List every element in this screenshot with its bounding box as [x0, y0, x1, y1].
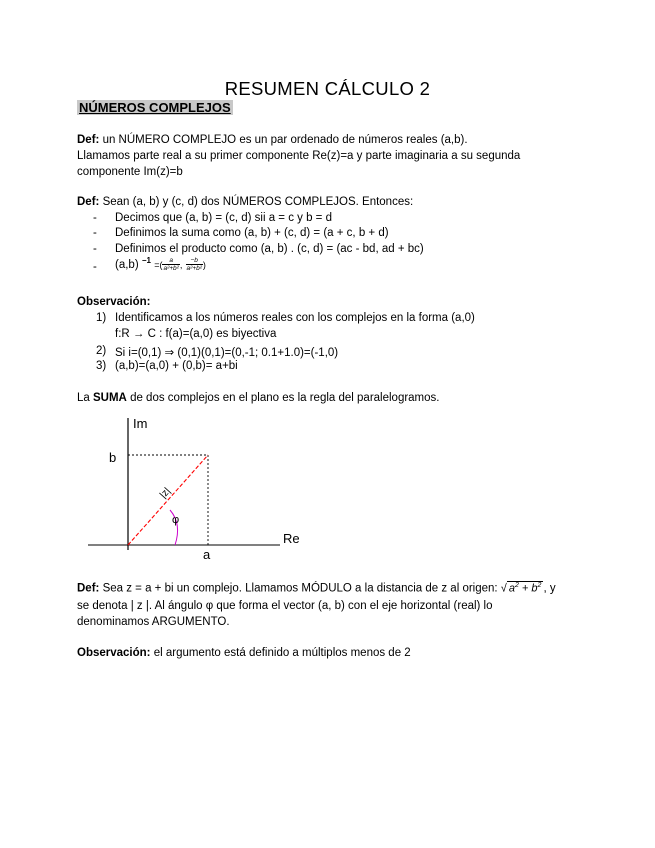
sqrt-b-exp: 2 [537, 582, 542, 589]
inverse-fraction-1 [162, 257, 179, 272]
obs2-line [77, 647, 411, 659]
page-title: RESUMEN CÁLCULO 2 [224, 78, 431, 99]
def2-bullet-1: - [93, 212, 97, 224]
b-label: b [109, 450, 117, 465]
sqrt-radicand [507, 581, 544, 595]
obs1-label: Observación: [77, 296, 151, 308]
suma-post: de dos complejos en el plano es la regla del paralelogramos. [126, 392, 440, 404]
inverse-num-1: a [162, 257, 179, 265]
def3-line1 [77, 581, 556, 595]
z-vector [128, 455, 208, 545]
obs2-label: Observación: [77, 647, 151, 659]
obs2-text: el argumento está definido a múltiplos menos de 2 [150, 647, 411, 659]
def3-text1: Sea z = a + bi un complejo. Llamamos MÓDULO a la distancia de z al origen: [99, 582, 501, 595]
sqrt-a: a [508, 582, 515, 595]
sqrt-a-exp: 2 [514, 582, 519, 589]
inverse-exponent: −1 [141, 256, 151, 265]
inverse-comma: , [179, 259, 183, 270]
def2-item-3: Definimos el producto como (a, b) . (c, d) = (ac - bd, ad + bc) [115, 243, 424, 255]
def1-line1 [77, 134, 468, 146]
obs1-item-1b: f:R → C : f(a)=(a,0) es biyectiva [115, 328, 277, 340]
def1-line3: componente Im(z)=b [77, 166, 183, 178]
def3-line2: se denota | z |. Al ángulo φ que forma el vector (a, b) con el eje horizontal (real) lo [77, 600, 493, 612]
inverse-num-2: −b [186, 257, 203, 265]
obs1-item-2: Si i=(0,1) ⇒ (0,1)(0,1)=(0,-1; 0.1+1.0)=(-1,0) [115, 347, 339, 359]
section-title: NÚMEROS COMPLEJOS [79, 100, 231, 115]
suma-bold: SUMA [93, 392, 127, 404]
def3-line3: denominamos ARGUMENTO. [77, 616, 230, 628]
def2-inverse-formula [115, 256, 206, 272]
modulus-label: |z| [157, 485, 173, 501]
obs1-item-3: (a,b)=(a,0) + (0,b)= a+bi [115, 360, 238, 372]
def2-item-1: Decimos que (a, b) = (c, d) sii a = c y b = d [115, 212, 332, 224]
inverse-den-1: a²+b² [163, 265, 179, 273]
inverse-close: ) [202, 259, 206, 270]
def2-item-2: Definimos la suma como (a, b) + (c, d) = (a + c, b + d) [115, 227, 389, 239]
a-label: a [203, 547, 211, 562]
im-axis-label: Im [133, 416, 148, 431]
def2-bullet-4: - [93, 261, 97, 273]
def2-intro-line [77, 196, 413, 208]
def2-intro: Sean (a, b) y (c, d) dos NÚMEROS COMPLEJOS. Entonces: [99, 196, 414, 208]
def2-bullet-3: - [93, 243, 97, 255]
obs1-num-3: 3) [96, 360, 107, 372]
complex-plane-diagram [80, 410, 320, 570]
def1-line2: Llamamos parte real a su primer componente Re(z)=a y parte imaginaria a su segunda [77, 150, 521, 162]
def1-text1: un NÚMERO COMPLEJO es un par ordenado de números reales (a,b). [99, 134, 468, 146]
obs1-num-1: 1) [96, 312, 107, 324]
def1-label: Def: [77, 134, 100, 146]
sqrt-b: b [531, 582, 538, 595]
def3-text1-post: , y [543, 582, 556, 595]
sqrt-plus: + [518, 582, 532, 595]
suma-pre: La [77, 392, 93, 404]
inverse-den-2: a²+b² [186, 265, 202, 273]
def3-label: Def: [77, 582, 100, 595]
def2-label: Def: [77, 196, 100, 208]
inverse-base: (a,b) [115, 258, 139, 271]
obs1-item-1: Identificamos a los números reales con los complejos en la forma (a,0) [115, 312, 475, 324]
obs1-num-2: 2) [96, 345, 107, 357]
suma-sentence [77, 392, 439, 404]
inverse-fraction-2 [186, 257, 203, 272]
inverse-eq: =( [154, 259, 163, 270]
modulus-sqrt: √ $a^2 + b^2$ [500, 582, 542, 595]
def2-bullet-2: - [93, 227, 97, 239]
re-axis-label: Re [283, 531, 300, 546]
angle-label: φ [172, 514, 180, 526]
